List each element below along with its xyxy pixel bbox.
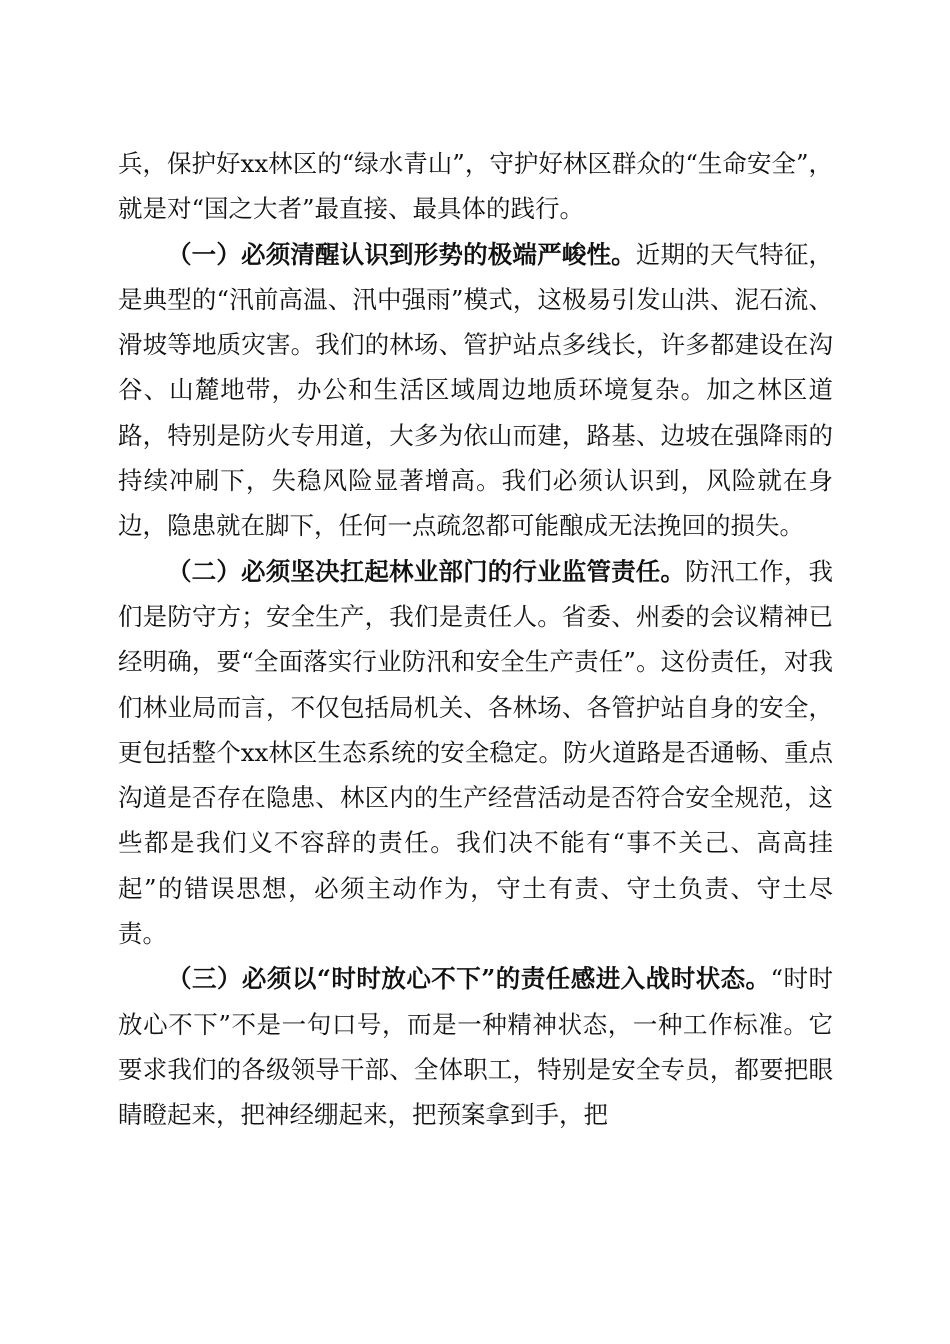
document-body	[118, 141, 833, 1138]
section-heading: （三）必须以“时时放心不下”的责任感进入战时状态。	[167, 964, 771, 994]
paragraph-text: 近期的天气特征，是典型的“汛前高温、汛中强雨”模式，这极易引发山洪、泥石流、滑坡等地质灾害。我们的林场、管护站点多线长，许多都建设在沟谷、山麓地带，办公和生活区域周边地质环境复杂。加之林区道路，特别是防火专用道，大多为依山而建，路基、边坡在强降雨的持续冲刷下，失稳风险显著增高。我们必须认识到，风险就在身边，隐患就在脚下，任何一点疏忽都可能酿成无法挽回的损失。	[118, 239, 834, 541]
paragraph-section-1	[118, 232, 833, 549]
section-heading: （一）必须清醒认识到形势的极端严峻性。	[167, 239, 636, 269]
paragraph-section-3	[118, 956, 833, 1137]
section-heading: （二）必须坚决扛起林业部门的行业监管责任。	[167, 556, 686, 586]
paragraph-continuation	[118, 141, 833, 232]
paragraph-text: “时时放心不下”不是一句口号，而是一种精神状态，一种工作标准。它要求我们的各级领导干部、全体职工，特别是安全专员，都要把眼睛瞪起来，把神经绷起来，把预案拿到手，把	[118, 964, 834, 1130]
paragraph-text: 防汛工作，我们是防守方；安全生产，我们是责任人。省委、州委的会议精神已经明确，要“全面落实行业防汛和安全生产责任”。这份责任，对我们林业局而言，不仅包括局机关、各林场、各管护站自身的安全，更包括整个xx林区生态系统的安全稳定。防火道路是否通畅、重点沟道是否存在隐患、林区内的生产经营活动是否符合安全规范，这些都是我们义不容辞的责任。我们决不能有“事不关己、高高挂起”的错误思想，必须主动作为，守土有责、守土负责、守土尽责。	[118, 556, 834, 949]
paragraph-text: 兵，保护好xx林区的“绿水青山”，守护好林区群众的“生命安全”，就是对“国之大者”最直接、最具体的践行。	[118, 149, 833, 224]
paragraph-section-2	[118, 549, 833, 957]
